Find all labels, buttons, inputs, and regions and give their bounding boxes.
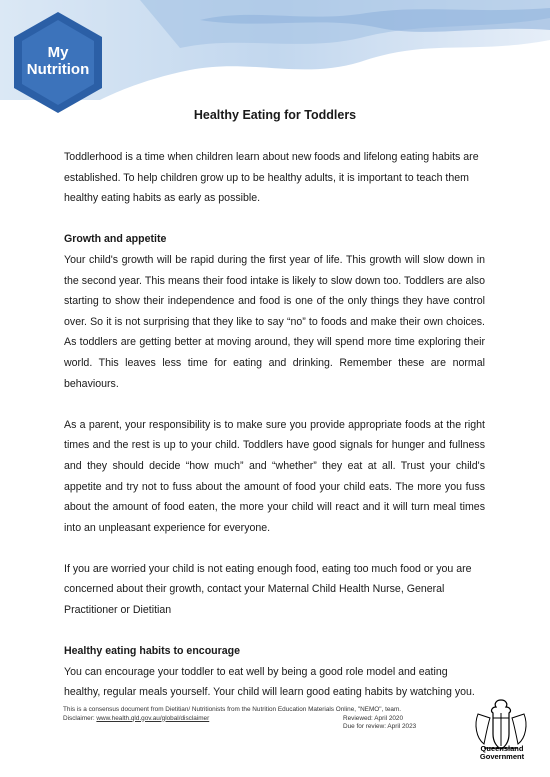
footer-consensus-line: This is a consensus document from Dietitian/ Nutritionists from the Nutrition Education Materials Online, "NEMO", team. xyxy=(63,706,402,713)
section-heading-habits: Healthy eating habits to encourage xyxy=(64,645,241,658)
intro-paragraph: Toddlerhood is a time when children learn about new foods and lifelong eating habits are established. To help children grow up to be healthy adults, it is important to teach them healthy eating habits as early as possible. xyxy=(64,151,479,205)
document-body xyxy=(64,147,485,724)
footer-due: Due for review: April 2023 xyxy=(343,723,417,731)
growth-paragraph-1: Your child's growth will be rapid during the first year of life. This growth will slow down in the second year. This means their food intake is likely to slow down too. Toddlers are also starting to show their independence and food is one of the only things they have control over. So it is not surprising that they like to say “no” to foods and make their own choices. As toddlers are getting better at moving around, they will spend more time exploring their world. This leaves less time for eating and drinking. Remember these are normal behaviours. xyxy=(64,253,485,390)
growth-paragraph-3: If you are worried your child is not eating enough food, eating too much food or you are concerned about their growth, contact your Maternal Child Health Nurse, General Practitioner or Dietitian xyxy=(64,562,472,617)
section-heading-growth: Growth and appetite xyxy=(64,233,167,246)
logo-line-1: My xyxy=(47,44,69,61)
govt-line-1: Queensland xyxy=(480,744,524,753)
queensland-government-wordmark xyxy=(466,745,538,761)
habits-paragraph-1: You can encourage your toddler to eat well by being a good role model and eating healthy, regular meals yourself. Your child will learn good eating habits by watching you. xyxy=(64,665,475,699)
footer-due-row xyxy=(63,723,463,732)
page-title: Healthy Eating for Toddlers xyxy=(193,108,357,122)
footer-disclaimer-row xyxy=(63,715,463,724)
govt-line-2: Government xyxy=(479,752,525,761)
logo-line-2: Nutrition xyxy=(26,61,90,78)
footer xyxy=(63,706,463,732)
logo-text xyxy=(12,44,104,78)
disclaimer-link[interactable]: www.health.qld.gov.au/global/disclaimer xyxy=(96,714,210,722)
footer-reviewed: Reviewed: April 2020 xyxy=(343,714,404,722)
growth-paragraph-2: As a parent, your responsibility is to make sure you provide appropriate foods at the right times and the rest is up to your child. Toddlers have good signals for hunger and fullness and they should decide “how much” and “whether” they eat at all. Trust your child's appetite and try not to fuss about the amount of food your child eats. The more you fuss about the amount of food eaten, the more your child will react and it will turn meal times into an unpleasant experience for everyone. xyxy=(64,418,485,534)
footer-disclaimer xyxy=(63,715,209,724)
disclaimer-label: Disclaimer: xyxy=(63,714,95,722)
